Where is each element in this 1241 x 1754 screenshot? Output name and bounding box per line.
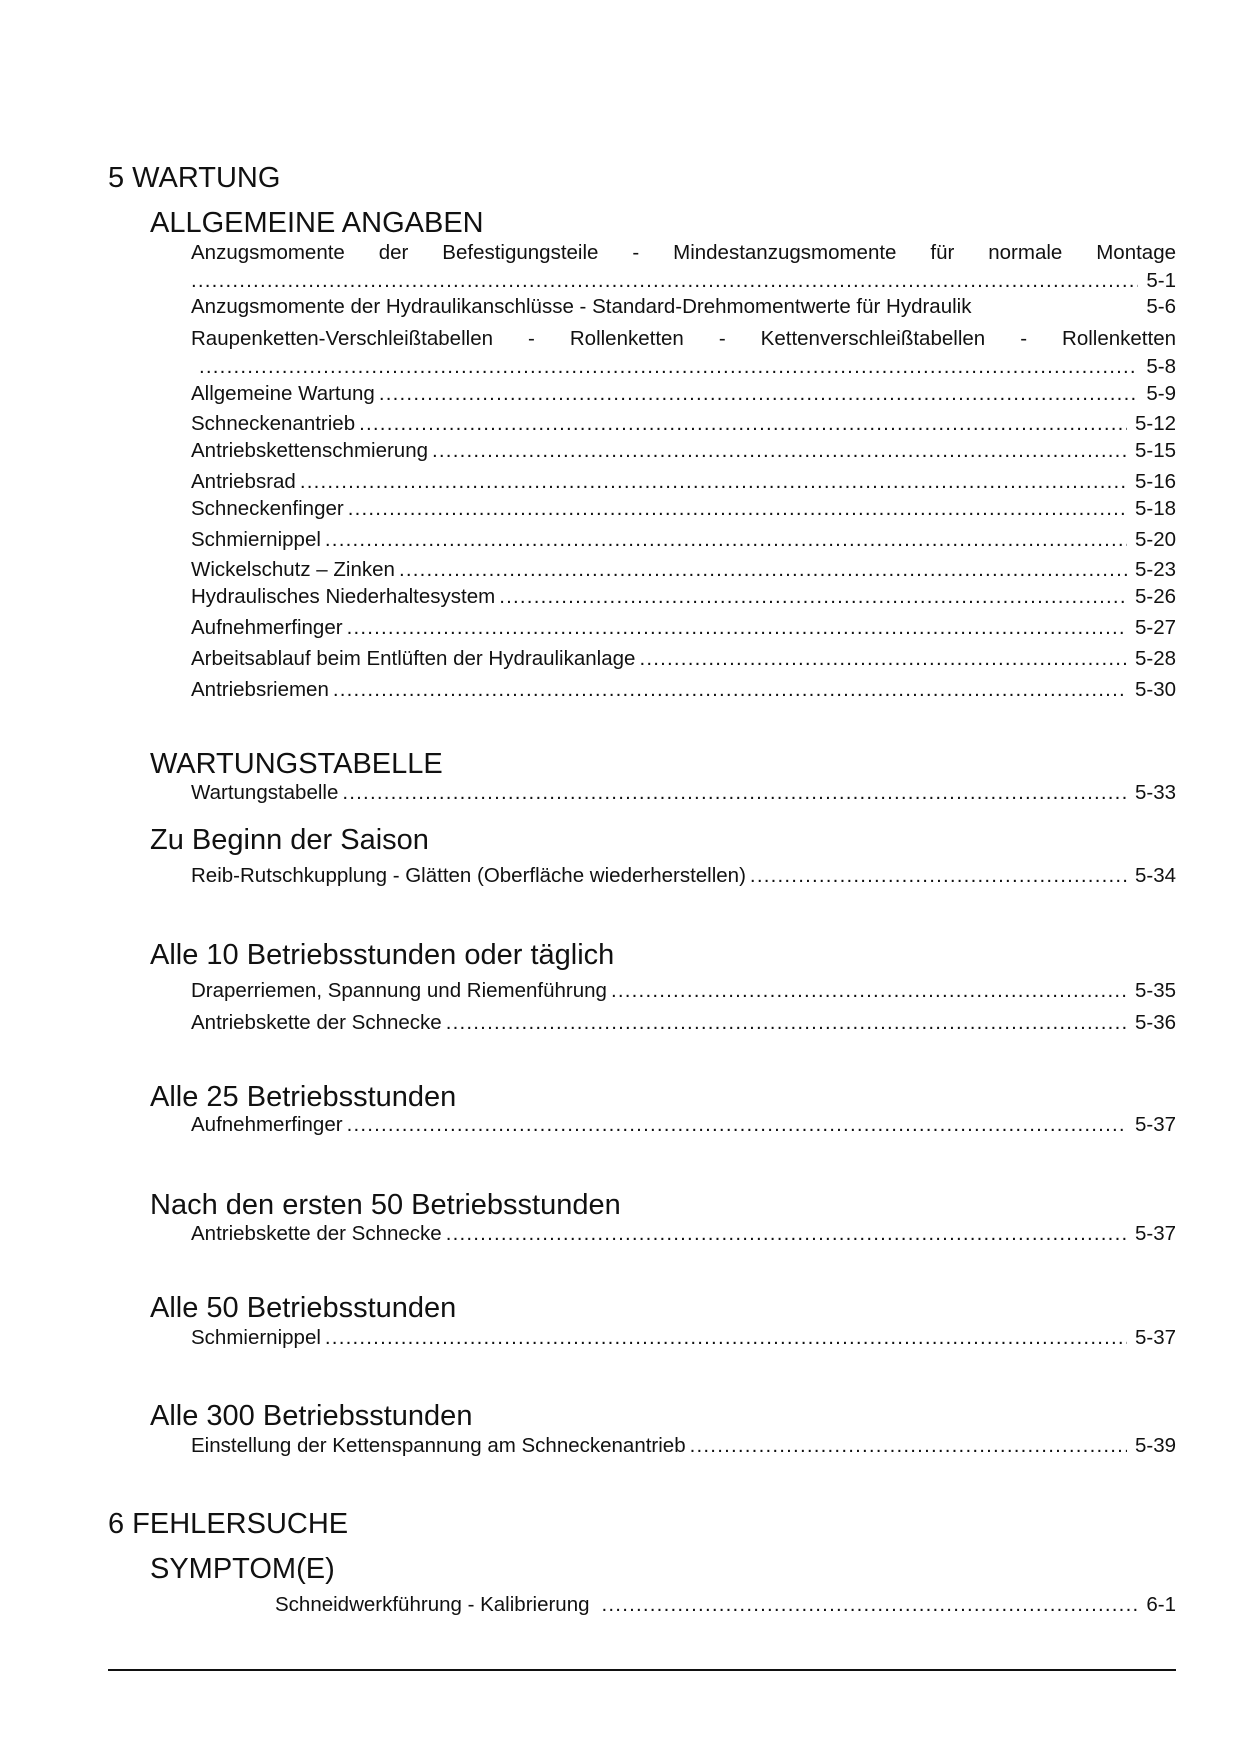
toc-entry-page: 5-9: [1146, 382, 1176, 405]
toc-entry-page: 5-37: [1134, 1113, 1176, 1136]
toc-entry-title: Schneckenantrieb: [191, 412, 356, 435]
dot-leader: [348, 497, 1127, 521]
toc-entry-page: 5-20: [1134, 528, 1176, 551]
chapter-heading: 6 FEHLERSUCHE: [108, 1508, 349, 1540]
toc-entry[interactable]: [191, 616, 1176, 640]
toc-entry-title: Aufnehmerfinger: [191, 1113, 343, 1136]
toc-entry-title: Arbeitsablauf beim Entlüften der Hydraulikanlage: [191, 647, 636, 670]
dot-leader: [446, 1222, 1127, 1246]
dot-leader: [191, 269, 1138, 293]
dot-leader: [499, 585, 1127, 609]
toc-entry[interactable]: [191, 1222, 1176, 1246]
toc-entry-page: 5-34: [1134, 864, 1176, 887]
toc-entry[interactable]: [191, 647, 1176, 671]
dot-leader: [347, 616, 1127, 640]
section-heading: Zu Beginn der Saison: [150, 824, 429, 856]
toc-entry-page: 5-35: [1134, 979, 1176, 1002]
section-heading: ALLGEMEINE ANGABEN: [150, 207, 484, 239]
toc-entry-continuation[interactable]: [191, 269, 1176, 293]
toc-entry-page: 5-33: [1134, 781, 1176, 804]
toc-entry[interactable]: [191, 295, 1176, 319]
toc-entry-page: 5-36: [1134, 1011, 1176, 1034]
toc-entry[interactable]: [191, 1326, 1176, 1350]
section-heading: Alle 300 Betriebsstunden: [150, 1400, 473, 1432]
toc-entry-page: 5-15: [1134, 439, 1176, 462]
dot-leader: [359, 412, 1127, 436]
toc-entry-page: 5-18: [1134, 497, 1176, 520]
dot-leader: [379, 382, 1139, 406]
toc-entry-continuation[interactable]: [191, 355, 1176, 379]
footer-rule: [108, 1669, 1176, 1671]
dot-leader: [602, 1593, 1139, 1617]
dot-leader: [690, 1434, 1127, 1458]
toc-entry-page: 5-37: [1134, 1326, 1176, 1349]
toc-entry-page: 5-30: [1134, 678, 1176, 701]
toc-entry[interactable]: [191, 1434, 1176, 1458]
toc-entry[interactable]: [191, 979, 1176, 1003]
toc-entry-page: 5-8: [1146, 355, 1176, 378]
toc-entry-title: Aufnehmerfinger: [191, 616, 343, 639]
toc-entry[interactable]: [191, 439, 1176, 463]
chapter-heading: 5 WARTUNG: [108, 162, 281, 194]
toc-entry-page: 5-23: [1134, 558, 1176, 581]
toc-entry-title: Einstellung der Kettenspannung am Schneckenantrieb: [191, 1434, 686, 1457]
toc-entry-title: Schmiernippel: [191, 1326, 321, 1349]
toc-entry-page: 5-37: [1134, 1222, 1176, 1245]
toc-entry-title: Antriebsrad: [191, 470, 296, 493]
toc-entry-title: Anzugsmomente der Befestigungsteile - Mindestanzugsmomente für normale Montage: [191, 241, 1176, 264]
toc-entry-title: Anzugsmomente der Hydraulikanschlüsse - Standard-Drehmomentwerte für Hydraulik: [191, 295, 972, 318]
toc-entry[interactable]: [191, 1011, 1176, 1035]
dot-leader: [611, 979, 1127, 1003]
section-heading: Nach den ersten 50 Betriebsstunden: [150, 1189, 621, 1221]
section-heading: WARTUNGSTABELLE: [150, 748, 443, 780]
toc-entry-title: Schneckenfinger: [191, 497, 344, 520]
toc-entry-title: Hydraulisches Niederhaltesystem: [191, 585, 496, 608]
dot-leader: [199, 355, 1138, 379]
toc-entry-title: Allgemeine Wartung: [191, 382, 375, 405]
toc-entry[interactable]: [191, 241, 1176, 265]
toc-entry-title: Raupenketten-Verschleißtabellen - Rollenketten - Kettenverschleißtabellen - Rollenketten: [191, 327, 1176, 350]
section-heading: Alle 10 Betriebsstunden oder täglich: [150, 939, 615, 971]
toc-entry-page: 5-39: [1134, 1434, 1176, 1457]
toc-entry-page: 5-1: [1146, 269, 1176, 292]
toc-entry[interactable]: [191, 678, 1176, 702]
toc-entry[interactable]: [191, 470, 1176, 494]
dot-leader: [300, 470, 1127, 494]
dot-leader: [342, 781, 1127, 805]
toc-entry[interactable]: [191, 558, 1176, 582]
section-heading: SYMPTOM(E): [150, 1553, 335, 1585]
toc-entry[interactable]: [191, 781, 1176, 805]
toc-entry-title: Schmiernippel: [191, 528, 321, 551]
toc-entry[interactable]: [275, 1593, 1176, 1617]
toc-entry[interactable]: [191, 864, 1176, 888]
toc-entry-title: Antriebskette der Schnecke: [191, 1222, 442, 1245]
section-heading: Alle 25 Betriebsstunden: [150, 1081, 457, 1113]
toc-entry[interactable]: [191, 497, 1176, 521]
toc-entry-title: Antriebskette der Schnecke: [191, 1011, 442, 1034]
dot-leader: [333, 678, 1127, 702]
dot-leader: [325, 1326, 1127, 1350]
toc-entry-page: 5-16: [1134, 470, 1176, 493]
toc-entry-title: Wartungstabelle: [191, 781, 339, 804]
toc-entry-page: 5-28: [1134, 647, 1176, 670]
toc-entry-page: 5-26: [1134, 585, 1176, 608]
dot-leader: [325, 528, 1127, 552]
toc-entry[interactable]: [191, 585, 1176, 609]
dot-leader: [399, 558, 1127, 582]
toc-entry-page: 6-1: [1146, 1593, 1176, 1616]
toc-entry-title: Reib-Rutschkupplung - Glätten (Oberfläche wiederherstellen): [191, 864, 746, 887]
toc-entry-title: Wickelschutz – Zinken: [191, 558, 395, 581]
toc-entry-title: Antriebsriemen: [191, 678, 329, 701]
dot-leader: [639, 647, 1127, 671]
toc-entry-page: 5-12: [1134, 412, 1176, 435]
toc-entry[interactable]: [191, 528, 1176, 552]
dot-leader: [750, 864, 1127, 888]
section-heading: Alle 50 Betriebsstunden: [150, 1292, 457, 1324]
toc-entry-title: Antriebskettenschmierung: [191, 439, 429, 462]
toc-entry[interactable]: [191, 327, 1176, 351]
dot-leader: [446, 1011, 1127, 1035]
dot-leader: [432, 439, 1127, 463]
toc-entry-page: 5-6: [1146, 295, 1176, 318]
toc-entry-page: 5-27: [1134, 616, 1176, 639]
toc-entry-title: Schneidwerkführung - Kalibrierung: [275, 1593, 590, 1616]
dot-leader: [347, 1113, 1127, 1137]
toc-entry[interactable]: [191, 1113, 1176, 1137]
toc-entry[interactable]: [191, 412, 1176, 436]
toc-entry[interactable]: [191, 382, 1176, 406]
toc-entry-title: Draperriemen, Spannung und Riemenführung: [191, 979, 607, 1002]
